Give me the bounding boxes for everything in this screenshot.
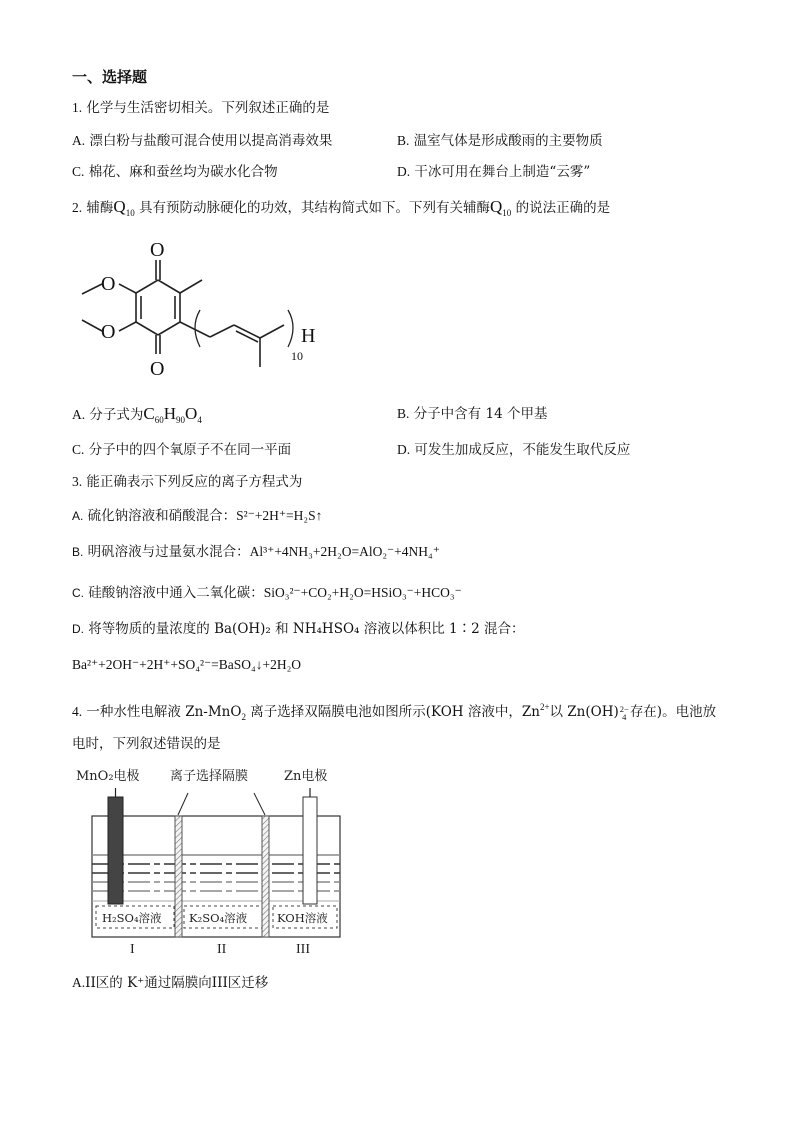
bracket-right [288,310,293,347]
option-label: A. [72,133,86,148]
question-text: 能正确表示下列反应的离子方程式为 [86,474,303,490]
solution-koh: KOH溶液 [277,911,328,925]
formula-element: H [163,404,177,423]
stem-text: 的说法正确的是 [515,200,611,216]
option-label: C. [72,164,85,179]
question-2-stem [72,198,610,222]
atom-o-bottom: O [150,358,165,380]
region-ii: II [217,942,227,957]
formula-subscript: 90 [176,415,186,425]
q1-option-b[interactable] [397,132,603,150]
question-number: 1. [72,100,83,115]
option-text: 硫化钠溶液和硝酸混合： [87,508,237,524]
ionic-equation: Al³⁺+4NH₃+2H₂O=AlO₂⁻+4NH₄⁺ [249,544,440,559]
q3-option-d-equation: Ba²⁺+2OH⁻+2H⁺+SO₄²⁻=BaSO₄↓+2H₂O [72,657,302,672]
question-4-stem-line-1: 4. 一种水性电解液 Zn-MnO$_2$ 离子选择双隔膜电池如图所示(KOH 溶液中，$Zn^{2+}$以 Zn(OH) 2− 4 存在)。电池放 [72,702,717,722]
option-text: 可发生加成反应，不能发生取代反应 [414,442,631,458]
ionic-equation: SiO₃²⁻+CO₂+H₂O=HSiO₃⁻+HCO₃⁻ [263,585,462,600]
option-text: 干冰可用在舞台上制造“云雾” [414,164,591,180]
option-label: D. [397,442,411,457]
q2-option-a[interactable] [72,405,202,429]
region-iii: III [296,942,310,957]
stem-text: 辅酶 [86,200,114,216]
atom-o-methoxy-2: O [101,321,116,343]
stem-text: 存在)。电池放 [629,704,717,720]
option-label: C. [72,442,85,457]
atom-o-top: O [150,239,165,261]
q3-option-c[interactable] [72,584,462,602]
option-text: 分子式为 [89,407,144,423]
question-4-stem-line-2: 电时，下列叙述错误的是 [72,736,221,752]
q2-option-c[interactable] [72,441,291,459]
q1-option-a[interactable] [72,132,332,150]
bracket-left [195,310,200,347]
q3-option-a[interactable] [72,507,322,525]
option-text: 将等物质的量浓度的 Ba(OH)₂ 和 NH₄HSO₄ 溶液以体积比 1∶2 混合： [88,621,525,637]
compound-subscript: 10 [502,208,512,218]
question-number: 3. [72,474,83,489]
atom-o-methoxy-1: O [101,273,116,295]
q1-option-d[interactable] [397,163,590,181]
option-text: 分子中含有 14 个甲基 [413,406,548,422]
option-label: A. [72,407,86,422]
label-mno2-electrode: MnO₂电极 [76,769,140,784]
option-text: 硅酸钠溶液中通入二氧化碳： [88,585,264,601]
label-zn-electrode: Zn电极 [284,769,328,784]
coenzyme-q10-structure [72,232,352,382]
question-1-stem [72,99,329,117]
section-title: 一、选择题 [72,68,148,86]
region-i: I [130,942,135,957]
option-text: 分子中的四个氧原子不在同一平面 [88,442,292,458]
formula-subscript: 60 [154,415,164,425]
question-number: 4. [72,704,83,719]
q4-option-a[interactable] [72,974,268,992]
q3-option-d[interactable] [72,620,524,638]
option-label: D. [72,622,84,636]
stem-text: 具有预防动脉硬化的功效，其结构简式如下。下列有关辅酶 [139,200,490,216]
mno2-electrode [108,797,123,904]
option-label: A. [72,509,84,523]
repeat-count: 10 [291,349,303,363]
battery-cell-diagram [72,760,372,960]
membrane-left [175,816,182,937]
formula-element: O [185,404,198,423]
question-3-stem [72,473,302,491]
stem-text: 离子选择双隔膜电池如图所示(KOH 溶液中，Zn [245,704,540,720]
option-label: B. [397,133,410,148]
option-text: 漂白粉与盐酸可混合使用以提高消毒效果 [89,133,333,149]
option-text: 温室气体是形成酸雨的主要物质 [413,133,603,149]
stem-text: 一种水性电解液 Zn-MnO [86,704,242,720]
question-text: 化学与生活密切相关。下列叙述正确的是 [86,100,330,116]
q2-option-b[interactable] [397,405,547,423]
formula-subscript: 4 [197,415,202,425]
atom-h: H [301,325,316,347]
solution-k2so4: K₂SO₄溶液 [189,911,248,925]
option-label: D. [397,164,411,179]
label-membrane: 离子选择隔膜 [170,769,249,784]
option-text: II区的 K⁺通过隔膜向III区迁移 [85,975,269,991]
ionic-equation: S²⁻+2H⁺=H₂S↑ [236,508,323,523]
compound-symbol: Q [113,197,126,216]
q2-option-d[interactable] [397,441,630,459]
q3-option-b[interactable] [72,543,440,561]
q1-option-c[interactable] [72,163,278,181]
option-text: 明矾溶液与过量氨水混合： [87,544,250,560]
question-number: 2. [72,200,83,215]
option-label: A. [72,975,86,990]
compound-symbol: Q [490,197,503,216]
formula-element: C [143,404,155,423]
solution-h2so4: H₂SO₄溶液 [102,911,162,925]
option-label: B. [397,406,410,421]
compound-subscript: 10 [125,208,135,218]
zn-electrode [303,797,317,904]
stem-text: 以 Zn(OH) [549,704,619,720]
option-label: C. [72,586,84,600]
option-text: 棉花、麻和蚕丝均为碳水化合物 [88,164,278,180]
membrane-right [262,816,269,937]
option-label: B. [72,545,84,559]
